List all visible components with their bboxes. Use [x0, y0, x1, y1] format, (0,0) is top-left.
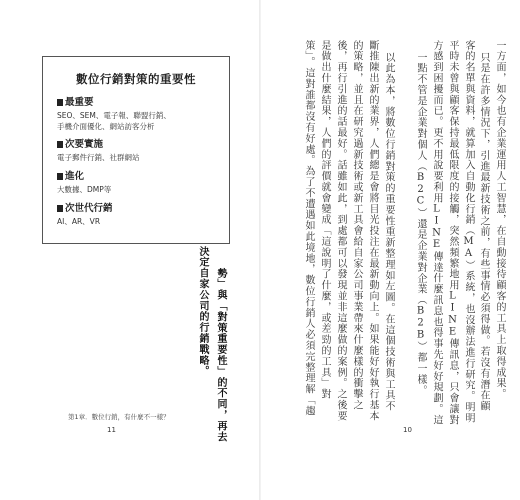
right-text-column: 的策略，並且在研究過新技術或新工具會給自家公司事業帶來什麼樣的衝擊之 — [351, 40, 362, 411]
section-heading — [57, 97, 171, 109]
box-title: 數位行銷對策的重要性 — [76, 72, 196, 86]
right-text-column: 平時未曾與顧客保持最低限度的接觸，突然頻繁地用LINE傳訊息，只會讓對 — [447, 40, 458, 426]
right-text-column: 一方面，如今也有企業運用人工智慧，在自動接待顧客的工具上取得成果。 — [494, 40, 505, 400]
section-heading — [57, 203, 113, 215]
section-heading-text: 進化 — [65, 171, 85, 182]
left-text-column: 決定自家公司的行銷戰略。 — [197, 246, 208, 377]
section-heading-text: 次要實施 — [65, 139, 104, 150]
page-number-right: 10 — [403, 426, 412, 434]
section-heading — [57, 171, 111, 183]
importance-diagram-box — [42, 56, 230, 244]
section-lines — [57, 185, 111, 196]
bullet-square-icon — [57, 99, 63, 106]
right-text-column: 一點不管是企業對個人（B2C）還是企業對企業（B2B）都一樣。 — [415, 52, 426, 396]
section-line: 大數據、DMP等 — [57, 185, 112, 194]
box-section-secondary — [57, 139, 140, 164]
right-text-column: 斷推陳出新的業界，人們總是會將目光投注在最新動向上。如果能好好執行基本 — [367, 40, 378, 422]
section-heading-text: 次世代行銷 — [65, 203, 113, 214]
section-lines — [57, 111, 171, 132]
bullet-square-icon — [57, 141, 63, 148]
right-text-column: 策」。這對誰都沒有好處。為了不遭遇如此境地，數位行銷人必須完整理解「趨 — [303, 40, 314, 417]
bullet-square-icon — [57, 205, 63, 212]
page-gutter — [259, 0, 261, 500]
right-text-column: 以此為本，將數位行銷對策的重要性重新整理如左圖。在這個技術與工具不 — [383, 52, 394, 412]
box-section-next-gen — [57, 203, 113, 228]
right-text-column: 是做出什麼結果，人們的評價就會變成「這說明了什麼，或差勁的工具」對 — [319, 40, 330, 400]
section-lines — [57, 217, 113, 228]
section-lines — [57, 153, 140, 164]
bullet-square-icon — [57, 173, 63, 180]
right-text-column: 只是在許多情況下，引進最新技術之前，有些事情必須得做。若沒有潛在顧 — [478, 52, 489, 412]
box-section-most-important — [57, 97, 171, 132]
section-heading-text: 最重要 — [65, 97, 94, 108]
section-line: SEO、SEM、電子報、聯盟行銷、 — [57, 111, 171, 120]
right-text-column: 客的名單與資料，就算加入自動化行銷（MA）系統，也沒辦法進行研究。明明 — [463, 40, 474, 424]
page-number-left: 11 — [107, 426, 116, 434]
right-text-column: 方感到困擾而已。更不用說要利用LINE傳達什麼訊息也得事先好好規劃。這 — [431, 40, 442, 426]
section-line: 手機介面優化、網站訪客分析 — [57, 121, 155, 131]
box-section-evolution — [57, 171, 111, 196]
left-text-column: 勢」與「對策重要性」的不同，再去 — [215, 268, 226, 443]
section-line: 電子郵件行銷、社群網站 — [57, 153, 140, 162]
section-line: AI、AR、VR — [57, 217, 101, 226]
right-text-column: 後，再行引進的話最好。話雖如此，到處都可以發現並非這麼做的案例。之後要 — [335, 40, 346, 422]
section-heading — [57, 139, 140, 151]
chapter-footer: 第1章．數位行銷，有什麼不一樣？ — [68, 413, 170, 421]
